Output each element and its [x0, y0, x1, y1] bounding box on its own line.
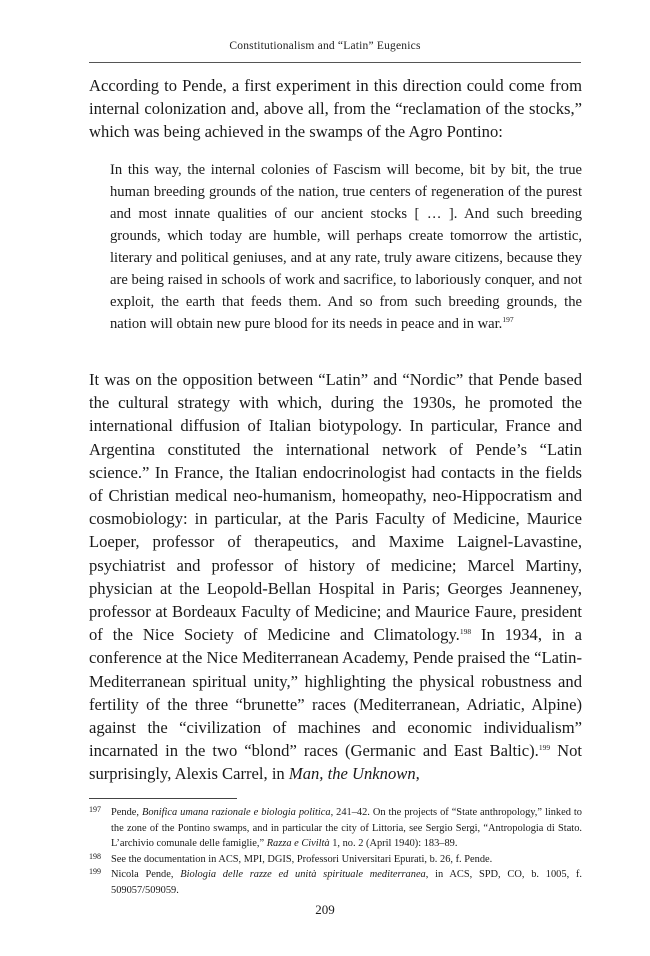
- footnote-ref-199: 199: [538, 743, 551, 753]
- footnote-text: 1, no. 2 (April 1940): 183–89.: [329, 838, 458, 850]
- book-title: Man, the Unknown,: [288, 764, 420, 784]
- paragraph-main-part-3: Not surprisingly, Alexis Carrel, in: [89, 741, 582, 784]
- running-head: Constitutionalism and “Latin” Eugenics: [229, 40, 421, 52]
- paragraph-main-part-1: It was on the opposition between “Latin” and “Nordic” that Pende based the cultural strategy with which, during the 1930s, he promoted the international diffusion of Italian biotypology. In particular, France and Argentina constituted the international network of Pende’s “Latin science.” In France, the Italian endocrinologist had contacts in the fields of Christian medical neo-humanism, homeopathy, neo-Hippocratism and cosmobiology: in particular, at the Paris Faculty of Medicine, Maurice Loeper, professor of therapeutics, and Maxime Laignel-Lavastine, psychiatrist and professor of history of medicine; Marcel Martiny, physician at the Leopold-Bellan Hospital in Paris; Georges Jeanneney, professor at Bordeaux Faculty of Medicine; and Maurice Faure, president of the Nice Society of Medicine and Climatology.: [89, 370, 582, 645]
- footnote-number: 198: [89, 851, 101, 861]
- footnote-title: Biologia delle razze ed unità spirituale mediterranea: [180, 869, 426, 881]
- block-quote: [110, 159, 582, 335]
- page-number: 209: [315, 902, 335, 917]
- footnote-rule: [89, 798, 237, 799]
- footnote-title: Bonifica umana razionale e biologia politica: [141, 807, 331, 818]
- footnote-198: [89, 852, 582, 868]
- footnotes: [89, 805, 582, 899]
- footnote-197: [89, 805, 582, 852]
- footnote-ref-197: 197: [502, 315, 514, 324]
- paragraph-intro: According to Pende, a first experiment in this direction could come from internal colonization and, above all, from the “reclamation of the stocks,” which was being achieved in the swamps of the Agro Pontino:: [89, 76, 582, 142]
- footnote-text: Pende,: [111, 807, 142, 818]
- footnote-199: [89, 867, 582, 898]
- header-rule: [89, 62, 581, 63]
- footnote-number: 199: [89, 867, 101, 877]
- paragraph-main: [89, 368, 582, 786]
- footnote-text: , 241–42. On the projects of “State anthropology,” linked to the zone of the Pontino swamps, and in particular the city of Littoria, see Sergio Sergi, “Antropologia di Stato. L’archivio comunale delle famiglie,”: [111, 807, 582, 850]
- footnote-text: See the documentation in ACS, MPI, DGIS, Professori Universitari Epurati, b. 26, f. Pende.: [111, 853, 493, 865]
- footnote-number: 197: [89, 805, 101, 814]
- footnote-text: Nicola Pende,: [111, 869, 181, 881]
- footnote-text: , in ACS, SPD, CO, b. 1005, f. 509057/509059.: [111, 869, 582, 896]
- footnote-ref-198: 198: [459, 627, 472, 637]
- footnote-journal: Razza e Civiltà: [266, 838, 330, 850]
- block-quote-text: In this way, the internal colonies of Fascism will become, bit by bit, the true human breeding grounds of the nation, true centers of regeneration of the purest and most innate qualities of our ancient stocks [ … ]. And such breeding grounds, which today are humble, will perhaps create tomorrow the artistic, literary and political geniuses, and at any rate, truly aware citizens, because they are being raised in schools of work and sacrifice, to laboriously conquer, and not exploit, the earth that feeds them. And so from such breeding grounds, the nation will obtain new pure blood for its needs in peace and in war.: [110, 162, 582, 332]
- paragraph-main-part-2: In 1934, in a conference at the Nice Mediterranean Academy, Pende praised the “Latin-Mediterranean spiritual unity,” highlighting the physical robustness and fertility of the three “brunette” races (Mediterranean, Adriatic, Alpine) against the “civilization of machines and economic individualism” incarnated in the two “blond” races (Germanic and East Baltic).: [89, 625, 582, 761]
